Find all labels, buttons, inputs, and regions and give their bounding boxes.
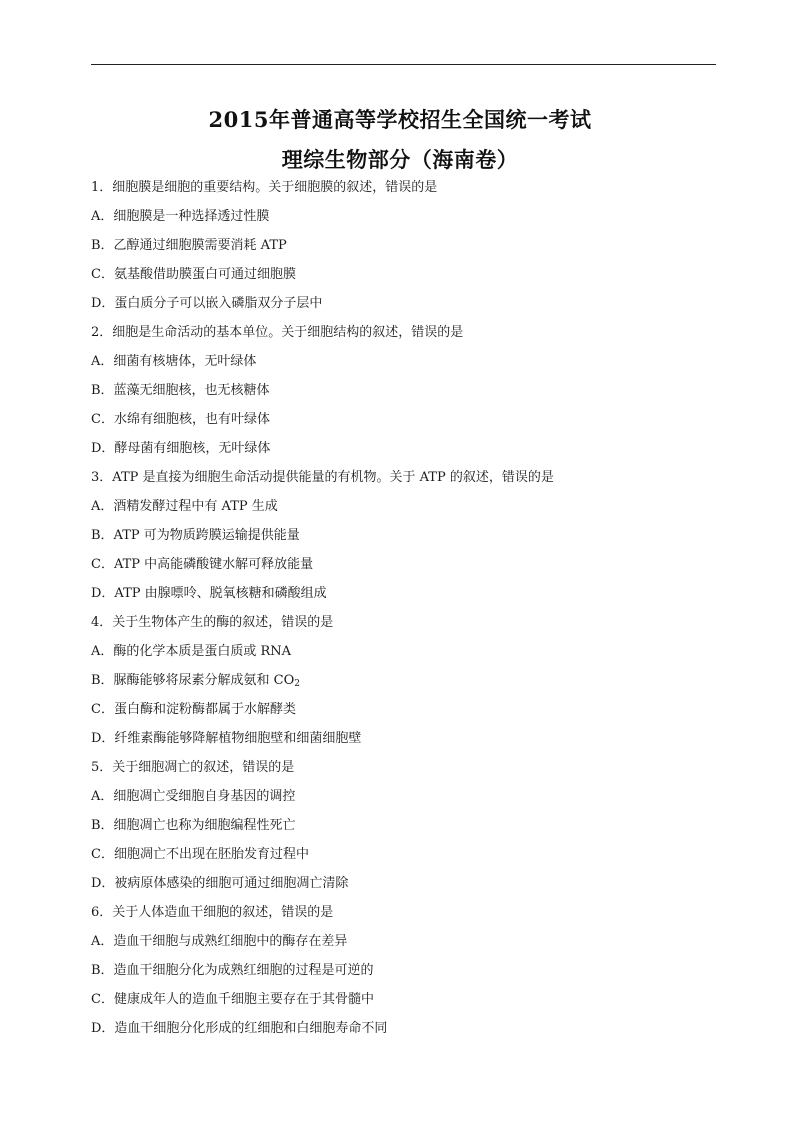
option-d: D．造血干细胞分化形成的红细胞和白细胞寿命不同 xyxy=(91,1021,388,1036)
option-b: B．蓝藻无细胞核，也无核糖体 xyxy=(91,383,270,398)
header-rule xyxy=(91,64,716,65)
option-c: C．健康成年人的造血千细胞主要存在于其骨髓中 xyxy=(91,992,374,1007)
exam-title: 2015年普通高等学校招生全国统一考试 xyxy=(208,107,592,132)
question-list xyxy=(91,177,716,1047)
option-d: D．被病原体感染的细胞可通过细胞凋亡清除 xyxy=(91,876,349,891)
option-d: D．纤维素酶能够降解植物细胞壁和细菌细胞壁 xyxy=(91,731,362,746)
option-b-text: B．脲酶能够将尿素分解成氨和 CO xyxy=(91,673,295,688)
option-d: D．蛋白质分子可以嵌入磷脂双分子层中 xyxy=(91,296,323,311)
option-b: B．乙醇通过细胞膜需要消耗 ATP xyxy=(91,238,287,253)
option-c: C．细胞凋亡不出现在胚胎发育过程中 xyxy=(91,847,309,862)
option-d: D．酵母菌有细胞核，无叶绿体 xyxy=(91,441,271,456)
option-c: C．蛋白酶和淀粉酶都属于水解酵类 xyxy=(91,702,296,717)
option-c: C．ATP 中高能磷酸键水解可释放能量 xyxy=(91,557,314,572)
option-a: A．细胞膜是一种选择透过性膜 xyxy=(91,209,270,224)
question-stem: 2．细胞是生命活动的基本单位。关于细胞结构的叙述，错误的是 xyxy=(91,325,464,340)
question-stem: 5．关于细胞凋亡的叙述，错误的是 xyxy=(91,760,295,775)
option-a: A．酒精发酵过程中有 ATP 生成 xyxy=(91,499,278,514)
co2-subscript: 2 xyxy=(294,679,301,689)
option-a: A．细菌有核塘体，无叶绿体 xyxy=(91,354,257,369)
option-b: B．造血干细胞分化为成熟红细胞的过程是可逆的 xyxy=(91,963,374,978)
option-b: B．ATP 可为物质跨膜运输提供能量 xyxy=(91,528,300,543)
exam-subtitle: 理综生物部分（海南卷） xyxy=(281,147,519,172)
option-c: C．水绵有细胞核，也有叶绿体 xyxy=(91,412,270,427)
option-a: A．细胞凋亡受细胞自身基因的调控 xyxy=(91,789,296,804)
option-b: B．细胞凋亡也称为细胞编程性死亡 xyxy=(91,818,296,833)
question-stem: 4．关于生物体产生的酶的叙述，错误的是 xyxy=(91,615,334,630)
option-b xyxy=(91,670,716,699)
question-stem: 6．关于人体造血干细胞的叙述，错误的是 xyxy=(91,905,334,920)
question-stem: 1．细胞膜是细胞的重要结构。关于细胞膜的叙述，错误的是 xyxy=(91,180,438,195)
option-c: C．氨基酸借助膜蛋白可通过细胞膜 xyxy=(91,267,296,282)
option-a: A．造血干细胞与成熟红细胞中的酶存在差异 xyxy=(91,934,348,949)
option-a: A．酶的化学本质是蛋白质或 RNA xyxy=(91,644,292,659)
option-d: D．ATP 由腺嘌呤、脱氧核糖和磷酸组成 xyxy=(91,586,327,601)
question-stem: 3．ATP 是直接为细胞生命活动提供能量的有机物。关于 ATP 的叙述，错误的是 xyxy=(91,470,554,485)
